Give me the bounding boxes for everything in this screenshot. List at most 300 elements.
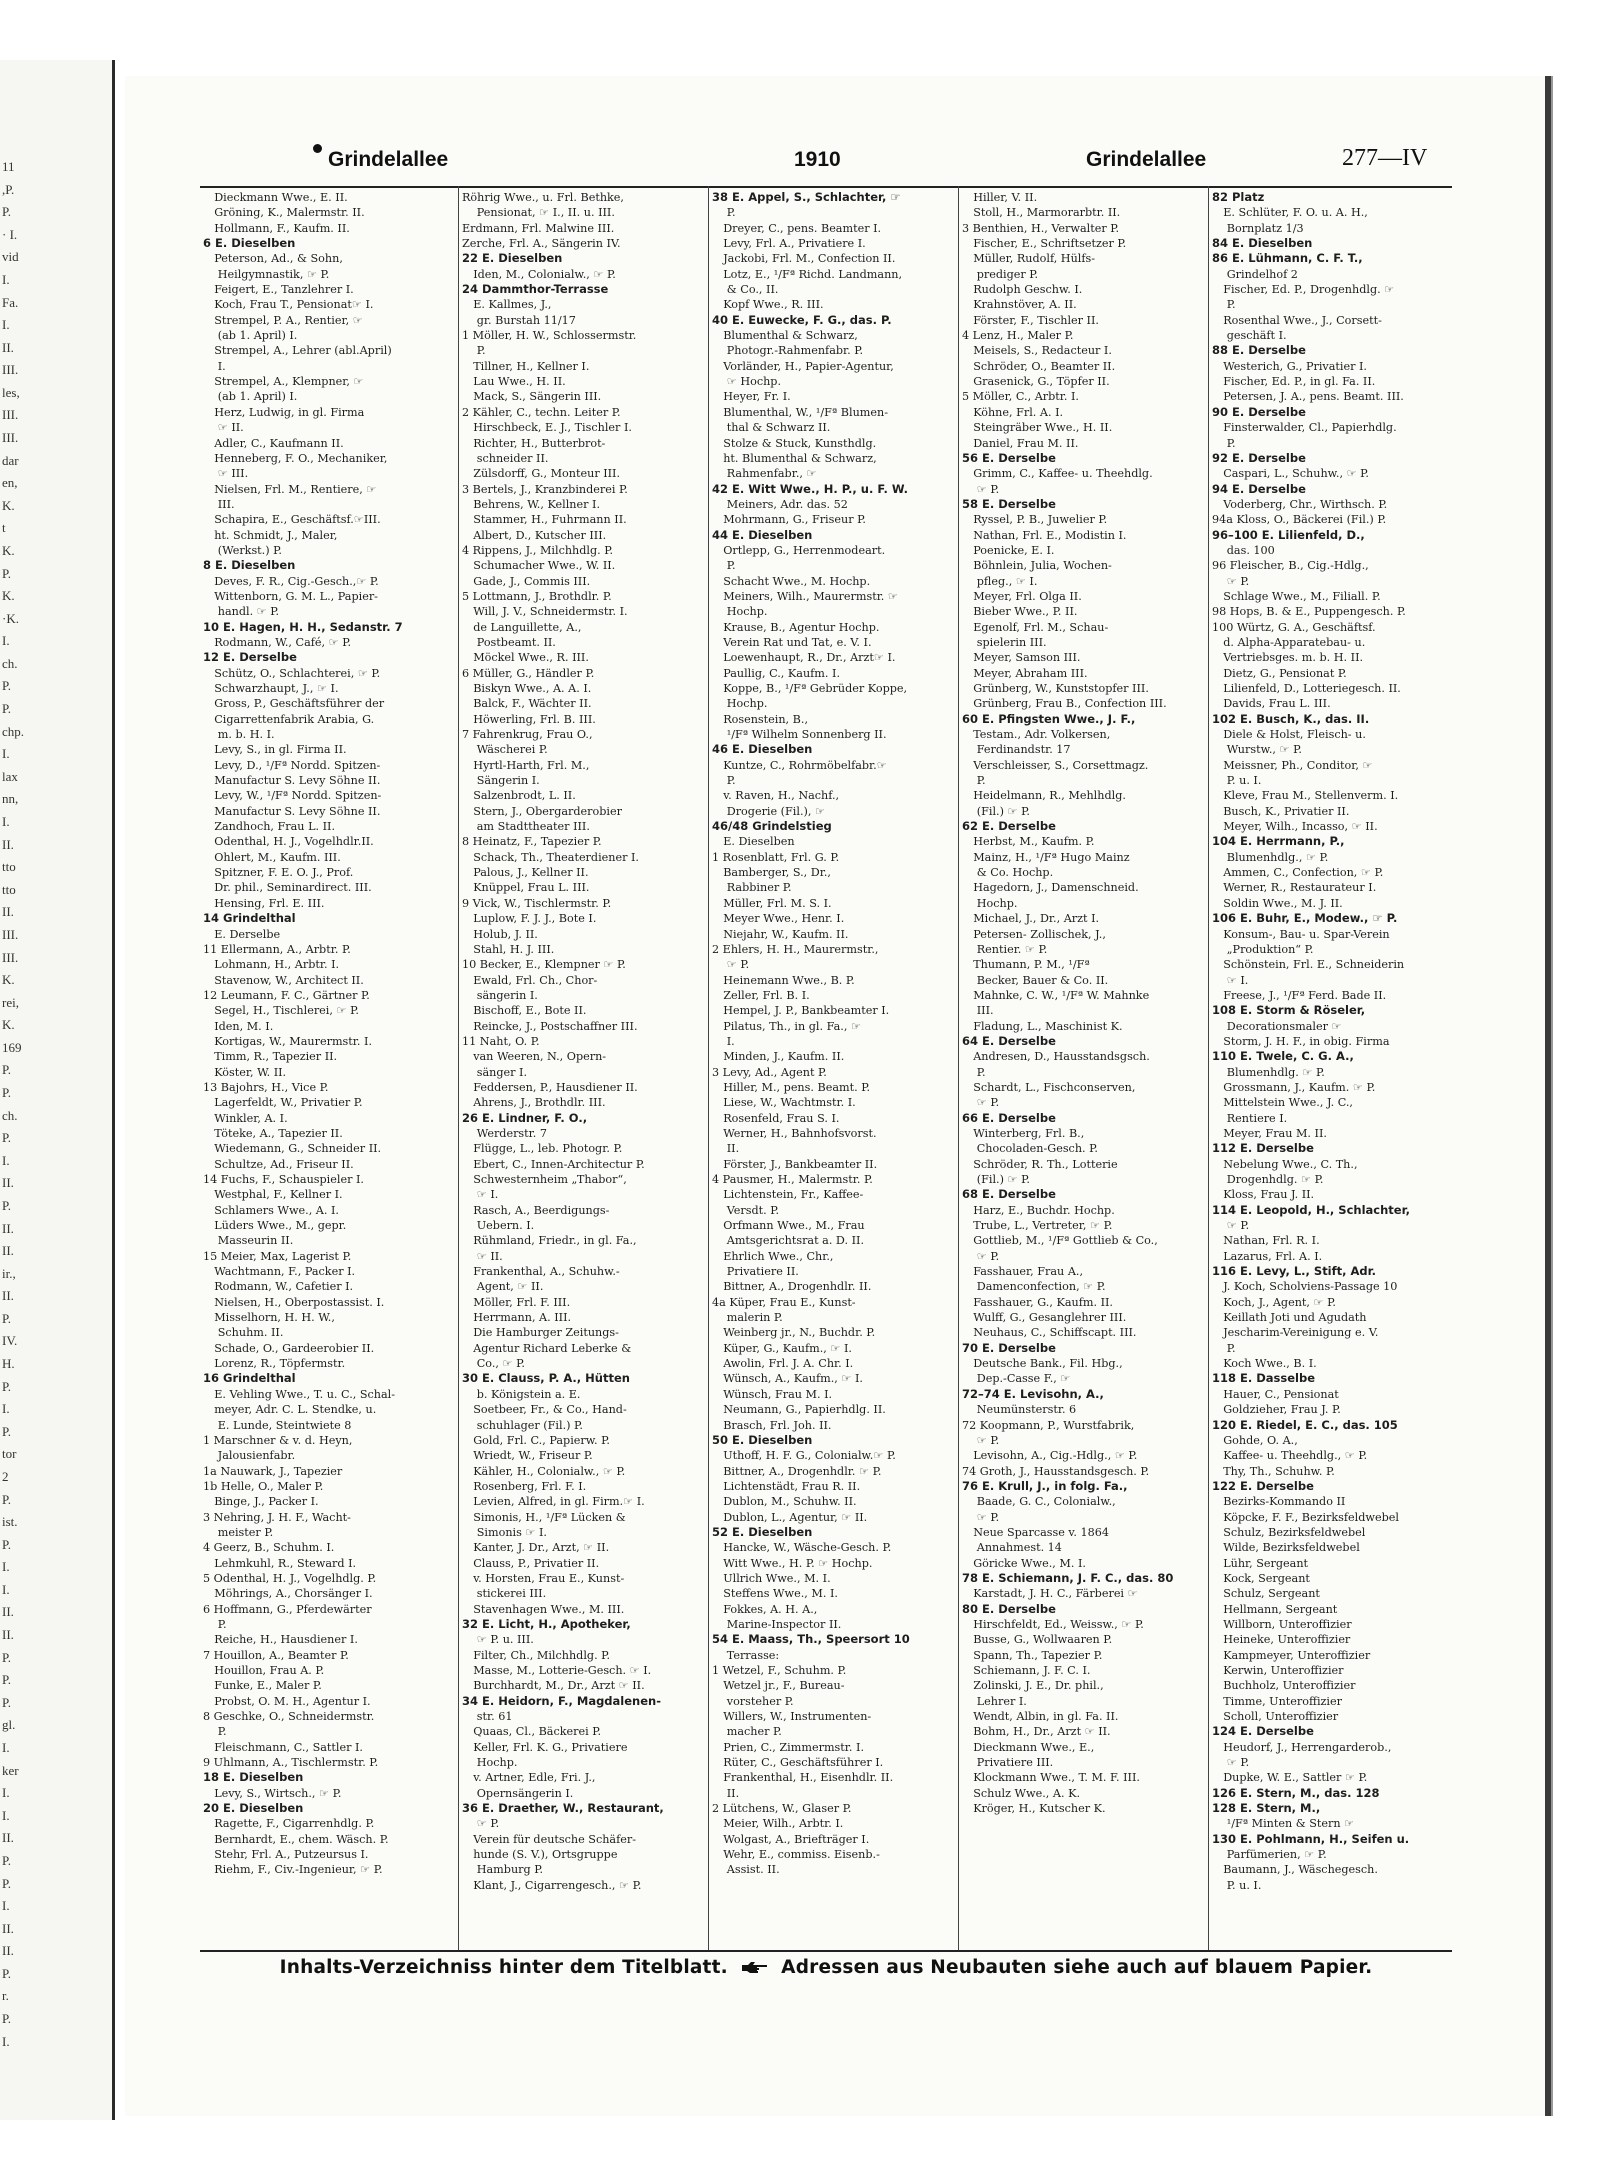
directory-line: Schlamers Wwe., A. I. — [203, 1203, 339, 1217]
footer-rule — [200, 1950, 1452, 1952]
previous-page-fragment: 11 — [2, 159, 15, 174]
directory-line: ☞ P. — [962, 1249, 1000, 1263]
directory-line: Lau Wwe., H. II. — [462, 375, 566, 389]
directory-line: v. Horsten, Frau E., Kunst- — [462, 1571, 625, 1585]
directory-line: Soetbeer, Fr., & Co., Hand- — [462, 1403, 627, 1417]
directory-line: Opernsängerin I. — [462, 1786, 574, 1800]
footer-index-note: Inhalts-Verzeichniss hinter dem Titelblatt. — [279, 1957, 728, 1978]
directory-line: P. — [1212, 436, 1236, 450]
directory-line: Rudolph Geschw. I. — [962, 283, 1083, 297]
directory-line: Krahnstöver, A. II. — [962, 298, 1077, 312]
directory-line: 6 Müller, G., Händler P. — [462, 666, 595, 680]
directory-line: ☞ P. — [1212, 1219, 1250, 1233]
directory-line: P. — [712, 774, 736, 788]
previous-page-fragment: tto — [2, 859, 16, 875]
directory-line: macher P. — [712, 1725, 782, 1739]
directory-line: meyer, Adr. C. L. Stendke, u. — [203, 1403, 377, 1417]
directory-line: Fasshauer, Frau A., — [962, 1265, 1084, 1279]
directory-line: Harz, E., Buchdr. Hochp. — [962, 1203, 1115, 1217]
directory-line: 112 E. Derselbe — [1212, 1141, 1314, 1156]
previous-page-fragment: H. — [2, 1356, 15, 1372]
directory-line: 2 Lütchens, W., Glaser P. — [712, 1802, 852, 1816]
directory-line: Bamberger, S., Dr., — [712, 866, 831, 880]
previous-page-fragment: ch. — [2, 1107, 18, 1123]
previous-page-fragment: P. — [2, 1536, 12, 1552]
directory-line: 10 E. Hagen, H. H., Sedanstr. 7 — [203, 619, 403, 634]
directory-line: pfleg., ☞ I. — [962, 574, 1038, 588]
previous-page-fragment: r. — [2, 1988, 9, 2004]
directory-line: Hellmann, Sergeant — [1212, 1602, 1338, 1616]
directory-line: 7 Houillon, A., Beamter P. — [203, 1648, 349, 1662]
directory-line: Petersen, J. A., pens. Beamt. III. — [1212, 390, 1404, 404]
directory-line: ¹/Fª Minten & Stern ☞ — [1212, 1817, 1355, 1831]
directory-line: Wachtmann, F., Packer I. — [203, 1265, 356, 1279]
directory-line: Westerich, G., Privatier I. — [1212, 359, 1367, 373]
directory-line: Rasch, A., Beerdigungs- — [462, 1203, 610, 1217]
directory-line: Reincke, J., Postschaffner III. — [462, 1019, 638, 1033]
directory-line: Steffens Wwe., M. I. — [712, 1587, 838, 1601]
directory-line: (ab 1. April) I. — [203, 329, 298, 343]
directory-line: Co., ☞ P. — [462, 1357, 525, 1371]
previous-page-fragment: II. — [2, 1175, 14, 1191]
directory-line: 68 E. Derselbe — [962, 1187, 1056, 1202]
directory-line: Kröger, H., Kutscher K. — [962, 1802, 1106, 1816]
directory-line: Knüppel, Frau L. III. — [462, 881, 590, 895]
directory-line: Die Hamburger Zeitungs- — [462, 1326, 619, 1340]
footer-new-buildings-note: Adressen aus Neubauten siehe auch auf blauem Papier. — [781, 1957, 1373, 1978]
directory-line: 58 E. Derselbe — [962, 496, 1056, 511]
directory-line: Lotz, E., ¹/Fª Richd. Landmann, — [712, 267, 903, 281]
directory-line: Wittenborn, G. M. L., Papier- — [203, 589, 378, 603]
directory-line: Lehmkuhl, R., Steward I. — [203, 1556, 357, 1570]
directory-line: 5 Lottmann, J., Brothdlr. P. — [462, 589, 612, 603]
previous-page-fragment: I. — [2, 1740, 10, 1755]
directory-line: Prien, C., Zimmermstr. I. — [712, 1740, 864, 1754]
directory-line: Winkler, A. I. — [203, 1111, 288, 1125]
directory-line: Grünberg, W., Kunststopfer III. — [962, 682, 1149, 695]
directory-line: Testam., Adr. Volkersen, — [962, 728, 1111, 742]
directory-line: Drogerie (Fil.), ☞ — [712, 804, 826, 818]
directory-line: 14 Grindelthal — [203, 911, 296, 926]
directory-line: Hauer, C., Pensionat — [1212, 1387, 1339, 1401]
directory-line: ☞ P. — [1212, 1756, 1250, 1770]
directory-line: Küper, G., Kaufm., ☞ I. — [712, 1341, 852, 1355]
directory-line: 52 E. Dieselben — [712, 1524, 813, 1539]
directory-line: Verein Rat und Tat, e. V. I. — [712, 635, 872, 649]
directory-line: Neumünsterstr. 6 — [962, 1403, 1077, 1417]
column-divider — [708, 186, 709, 1950]
directory-line: Hancke, W., Wäsche-Gesch. P. — [712, 1541, 892, 1555]
directory-line: Stern, J., Obergarderobier — [462, 804, 622, 818]
previous-page-fragment: I. — [2, 1581, 10, 1597]
directory-line: 1a Nauwark, J., Tapezier — [203, 1464, 343, 1478]
previous-page-fragment: P. — [2, 1423, 12, 1439]
directory-line: 78 E. Schiemann, J. F. C., das. 80 — [962, 1570, 1174, 1585]
directory-line: Filter, Ch., Milchhdlg. P. — [462, 1648, 611, 1662]
directory-line: Riehm, F., Civ.-Ingenieur, ☞ P. — [203, 1863, 383, 1877]
directory-line: Höwerling, Frl. B. III. — [462, 712, 596, 726]
directory-line: Köpcke, F. F., Bezirksfeldwebel — [1212, 1510, 1399, 1524]
previous-page-fragment: I. — [2, 271, 10, 287]
directory-line: Hyrtl-Harth, Frl. M., — [462, 758, 590, 772]
directory-line: geschäft I. — [1212, 329, 1287, 343]
previous-page-fragment: ker — [2, 1762, 19, 1778]
directory-line: Willborn, Unteroffizier — [1212, 1617, 1352, 1631]
directory-line: Paullig, C., Kaufm. I. — [712, 666, 840, 680]
directory-line: Drogenhdlg. ☞ P. — [1212, 1173, 1324, 1186]
directory-line: Meyer, Frl. Olga II. — [962, 589, 1082, 603]
previous-page-fragment: K. — [2, 1017, 15, 1033]
directory-line: Ferdinandstr. 17 — [962, 743, 1071, 757]
directory-line: Schiemann, J. F. C. I. — [962, 1664, 1091, 1677]
directory-line: Wurstw., ☞ P. — [1212, 743, 1302, 757]
previous-page-fragment: P. — [2, 1875, 12, 1891]
directory-line: 1b Helle, O., Maler P. — [203, 1479, 324, 1493]
previous-page-fragment: tto — [2, 881, 16, 897]
previous-page-fragment: ·K. — [2, 610, 19, 626]
directory-line: schuhlager (Fil.) P. — [462, 1418, 583, 1432]
directory-line: Spitzner, F. E. O. J., Prof. — [203, 866, 354, 880]
directory-line: 120 E. Riedel, E. C., das. 105 — [1212, 1417, 1398, 1432]
directory-line: Fladung, L., Maschinist K. — [962, 1019, 1123, 1033]
directory-line: 40 E. Euwecke, F. G., das. P. — [712, 312, 892, 327]
directory-line: Vertriebsges. m. b. H. II. — [1212, 651, 1364, 665]
directory-line: ☞ P. — [1212, 574, 1250, 588]
directory-line: 100 Würtz, G. A., Geschäftsf. — [1212, 620, 1376, 634]
directory-line: 46/48 Grindelstieg — [712, 819, 832, 834]
directory-line: 20 E. Dieselben — [203, 1801, 304, 1816]
directory-line: Stavenhagen Wwe., M. III. — [462, 1602, 625, 1616]
directory-line: Mahnke, C. W., ¹/Fª W. Mahnke — [962, 988, 1150, 1002]
directory-line: Ullrich Wwe., M. I. — [712, 1571, 831, 1585]
directory-line: ☞ P. — [712, 958, 750, 972]
directory-line: 11 Naht, O. P. — [462, 1034, 540, 1048]
directory-line: Neuhaus, C., Schiffscapt. III. — [962, 1326, 1137, 1340]
directory-line: Köster, W. II. — [203, 1065, 287, 1079]
directory-line: Amtsgerichtsrat a. D. II. — [712, 1234, 865, 1248]
directory-line: ☞ I. — [1212, 973, 1249, 987]
directory-line: Hagedorn, J., Damenschneid. — [962, 881, 1139, 895]
directory-line: Uebern. I. — [462, 1219, 535, 1233]
directory-line: 11 Ellermann, A., Arbtr. P. — [203, 942, 351, 956]
directory-line: II. — [712, 1786, 740, 1800]
previous-page-fragment: nn, — [2, 791, 19, 807]
previous-page-fragment: P. — [2, 1130, 12, 1146]
directory-line: Fischer, Ed. P., Drogenhdlg. ☞ — [1212, 283, 1395, 297]
directory-line: Schulz, Bezirksfeldwebel — [1212, 1525, 1366, 1539]
directory-line: Kock, Sergeant — [1212, 1571, 1310, 1585]
directory-line: Schröder, O., Beamter II. — [962, 359, 1116, 373]
directory-line: Grasenick, G., Töpfer II. — [962, 375, 1110, 389]
directory-line: 72–74 E. Levisohn, A., — [962, 1386, 1104, 1401]
previous-page-fragment: K. — [2, 972, 15, 988]
previous-page-fragment: gl. — [2, 1717, 16, 1733]
directory-line: Koch, J., Agent, ☞ P. — [1212, 1295, 1336, 1309]
directory-line: Photogr.-Rahmenfabr. P. — [712, 344, 864, 358]
previous-page-fragment: P. — [2, 1649, 12, 1665]
directory-line: Lorenz, R., Töpfermstr. — [203, 1357, 346, 1371]
directory-line: Baumann, J., Wäschegesch. — [1212, 1863, 1378, 1877]
directory-line: Strempel, A., Lehrer (abl.April) — [203, 344, 392, 358]
previous-page-fragment: IV. — [2, 1333, 18, 1349]
directory-line: Wulff, G., Gesanglehrer III. — [962, 1311, 1127, 1325]
previous-page-fragment: II. — [2, 1830, 14, 1846]
directory-line: Hiller, V. II. — [962, 191, 1038, 204]
directory-line: 46 E. Dieselben — [712, 742, 813, 757]
directory-line: Zolinski, J. E., Dr. phil., — [962, 1679, 1104, 1693]
directory-line: Schuhm. II. — [203, 1326, 284, 1340]
directory-line: Töteke, A., Tapezier II. — [203, 1126, 343, 1140]
directory-line: Minden, J., Kaufm. II. — [712, 1050, 845, 1064]
directory-line: Caspari, L., Schuhw., ☞ P. — [1212, 467, 1369, 481]
directory-line: 4 Geerz, B., Schuhm. I. — [203, 1541, 335, 1555]
directory-line: 24 Dammthor-Terrasse — [462, 282, 609, 297]
directory-line: 3 Bertels, J., Kranzbinderei P. — [462, 482, 628, 496]
previous-page-fragment: P. — [2, 204, 12, 220]
directory-line: 30 E. Clauss, P. A., Hütten — [462, 1371, 630, 1386]
column-divider — [958, 186, 959, 1950]
directory-line: Schwesternheim „Thabor“, — [462, 1173, 627, 1186]
directory-line: Dieckmann Wwe., E. II. — [203, 191, 348, 204]
directory-line: Wilde, Bezirksfeldwebel — [1212, 1541, 1360, 1555]
directory-line: 80 E. Derselbe — [962, 1601, 1056, 1616]
directory-line: das. 100 — [1212, 543, 1275, 557]
directory-line: Levien, Alfred, in gl. Firm.☞ I. — [462, 1495, 645, 1509]
directory-line: Kortigas, W., Maurermstr. I. — [203, 1034, 372, 1048]
directory-line: Köhne, Frl. A. I. — [962, 405, 1064, 419]
directory-line: Mainz, H., ¹/Fª Hugo Mainz — [962, 850, 1130, 864]
directory-line: „Produktion“ P. — [1212, 942, 1314, 956]
directory-line: & Co. Hochp. — [962, 866, 1054, 880]
previous-page-fragment: III. — [2, 926, 19, 942]
directory-line: Rentiere I. — [1212, 1111, 1288, 1125]
previous-page-fragment: I. — [2, 1401, 10, 1417]
previous-page-fragment: I. — [2, 746, 10, 762]
previous-page-fragment: Fa. — [2, 294, 19, 310]
directory-line: 3 Levy, Ad., Agent P. — [712, 1065, 827, 1079]
directory-line: Meyer, Samson III. — [962, 651, 1081, 665]
previous-page-fragment: P. — [2, 1491, 12, 1507]
directory-line: 22 E. Dieselben — [462, 251, 563, 266]
directory-line: Lüders Wwe., M., gepr. — [203, 1219, 347, 1233]
directory-line: ☞ Hochp. — [712, 375, 782, 389]
directory-line: Vorländer, H., Papier-Agentur, — [712, 359, 894, 373]
directory-line: Spann, Th., Tapezier P. — [962, 1648, 1103, 1662]
previous-page-fragment: P. — [2, 1085, 12, 1100]
directory-line: Levy, S., in gl. Firma II. — [203, 743, 347, 757]
directory-line: Dreyer, C., pens. Beamter I. — [712, 221, 882, 235]
directory-line: 60 E. Pfingsten Wwe., J. F., — [962, 711, 1136, 726]
directory-line: 110 E. Twele, C. G. A., — [1212, 1049, 1354, 1064]
directory-line: ☞ P. — [962, 1510, 1000, 1524]
directory-line: 128 E. Stern, M., — [1212, 1801, 1321, 1816]
directory-line: Gröning, K., Malermstr. II. — [203, 206, 365, 220]
directory-line: Keller, Frl. K. G., Privatiere — [462, 1740, 628, 1754]
directory-line: 70 E. Derselbe — [962, 1340, 1056, 1355]
directory-line: Ebert, C., Innen-Architectur P. — [462, 1157, 645, 1171]
directory-line: Levisohn, A., Cig.-Hdlg., ☞ P. — [962, 1449, 1138, 1463]
directory-line: Salzenbrodt, L. II. — [462, 789, 576, 803]
previous-page-fragment: II. — [2, 1220, 14, 1236]
directory-line: Meyer, Abraham III. — [962, 666, 1088, 680]
directory-line: Meisels, S., Redacteur I. — [962, 344, 1112, 358]
directory-line: Finsterwalder, Cl., Papierhdlg. — [1212, 421, 1397, 435]
directory-line: Kampmeyer, Unteroffizier — [1212, 1648, 1371, 1662]
directory-line: Grünberg, Frau B., Confection III. — [962, 697, 1167, 711]
previous-page-fragment: ir., — [2, 1265, 16, 1281]
directory-line: P. — [1212, 298, 1236, 312]
directory-line: 3 Nehring, J. H. F., Wacht- — [203, 1510, 351, 1524]
directory-line: Ahrens, J., Brothdlr. III. — [462, 1096, 606, 1110]
directory-line: Busch, K., Privatier II. — [1212, 804, 1350, 818]
directory-line: Schönstein, Frl. E., Schneiderin — [1212, 958, 1405, 972]
directory-line: Privatiere II. — [712, 1265, 799, 1279]
directory-line: Palous, J., Kellner II. — [462, 866, 589, 880]
directory-line: Böhnlein, Julia, Wochen- — [962, 559, 1112, 573]
previous-page-fragment: ,P. — [2, 181, 15, 197]
directory-line: Binge, J., Packer I. — [203, 1495, 319, 1509]
directory-line: Versdt. P. — [712, 1203, 780, 1217]
directory-line: 26 E. Lindner, F. O., — [462, 1110, 588, 1125]
directory-line: Busse, G., Wollwaaren P. — [962, 1633, 1113, 1647]
directory-line: Jalousienfabr. — [203, 1449, 296, 1463]
previous-page-fragment: I. — [2, 1559, 10, 1575]
directory-line: Tillner, H., Kellner I. — [462, 359, 590, 373]
directory-line: ☞ II. — [462, 1249, 503, 1263]
directory-line: Will, J. V., Schneidermstr. I. — [462, 605, 628, 619]
directory-line: Funke, E., Maler P. — [203, 1679, 322, 1693]
directory-line: Wünsch, A., Kaufm., ☞ I. — [712, 1372, 863, 1386]
directory-line: 72 Koopmann, P., Wurstfabrik, — [962, 1418, 1135, 1432]
directory-line: 1 Rosenblatt, Frl. G. P. — [712, 850, 840, 864]
directory-line: 102 E. Busch, K., das. II. — [1212, 711, 1370, 726]
directory-line: Daniel, Frau M. II. — [962, 436, 1079, 450]
directory-line: Sängerin I. — [462, 774, 540, 788]
directory-line: Pilatus, Th., in gl. Fa., ☞ — [712, 1019, 861, 1033]
directory-line: 104 E. Herrmann, P., — [1212, 834, 1345, 849]
directory-line: Schulz Wwe., A. K. — [962, 1786, 1081, 1800]
previous-page-fragment: I. — [2, 1152, 10, 1168]
directory-line: Rodmann, W., Café, ☞ P. — [203, 635, 352, 649]
directory-line: Rühmland, Friedr., in gl. Fa., — [462, 1234, 637, 1248]
directory-line: Nebelung Wwe., C. Th., — [1212, 1157, 1358, 1171]
directory-line: Grindelhof 2 — [1212, 267, 1298, 281]
directory-line: Damenconfection, ☞ P. — [962, 1280, 1106, 1294]
directory-line: Heyer, Fr. I. — [712, 390, 791, 404]
directory-line: Keillath Joti und Agudath — [1212, 1311, 1367, 1325]
directory-line: Orfmann Wwe., M., Frau — [712, 1219, 865, 1233]
directory-line: Wolgast, A., Briefträger I. — [712, 1832, 870, 1846]
directory-line: Iden, M. I. — [203, 1019, 274, 1033]
directory-line: Witt Wwe., H. P. ☞ Hochp. — [712, 1556, 873, 1570]
directory-line: spielerin III. — [962, 635, 1047, 649]
directory-line: v. Artner, Edle, Fri. J., — [462, 1771, 596, 1785]
directory-column-3 — [712, 190, 955, 1946]
directory-line: 38 E. Appel, S., Schlachter, ☞ — [712, 190, 901, 204]
directory-line: Petersen- Zollischek, J., — [962, 927, 1106, 941]
directory-line: Kleve, Frau M., Stellenverm. I. — [1212, 789, 1399, 803]
directory-line: Uthoff, H. F. G., Colonialw.☞ P. — [712, 1449, 896, 1463]
directory-line: thal & Schwarz II. — [712, 421, 831, 435]
directory-line: 130 E. Pohlmann, H., Seifen u. — [1212, 1831, 1410, 1846]
directory-line: Krause, B., Agentur Hochp. — [712, 620, 880, 634]
directory-line: II. — [712, 1142, 740, 1156]
directory-line: Schade, O., Gardeerobier II. — [203, 1341, 375, 1355]
previous-page-fragment: III. — [2, 949, 19, 965]
directory-line: Ryssel, P. B., Juwelier P. — [962, 513, 1108, 527]
directory-line: (ab 1. April) I. — [203, 390, 298, 404]
directory-line: Strempel, P. A., Rentier, ☞ — [203, 313, 363, 327]
directory-line: Nielsen, H., Oberpostassist. I. — [203, 1295, 385, 1309]
directory-line: 86 E. Lühmann, C. F. T., — [1212, 251, 1363, 266]
directory-line: Egenolf, Frl. M., Schau- — [962, 620, 1109, 634]
directory-line: Thy, Th., Schuhw. P. — [1212, 1464, 1335, 1478]
directory-line: Trube, L., Vertreter, ☞ P. — [962, 1219, 1113, 1233]
directory-line: Schulz, Sergeant — [1212, 1587, 1320, 1601]
directory-line: b. Königstein a. E. — [462, 1387, 581, 1401]
directory-line: Herz, Ludwig, in gl. Firma — [203, 405, 365, 419]
previous-page-fragment: P. — [2, 1852, 12, 1868]
directory-line: Masseurin II. — [203, 1234, 294, 1248]
directory-line: Zandhoch, Frau L. II. — [203, 820, 335, 834]
directory-line: Heudorf, J., Herrengarderob., — [1212, 1740, 1392, 1754]
directory-line: ☞ P. — [962, 482, 1000, 496]
directory-line: Frankenthal, H., Eisenhdlr. II. — [712, 1771, 894, 1785]
directory-line: Schröder, R. Th., Lotterie — [962, 1157, 1118, 1171]
directory-line: Heidelmann, R., Mehlhdlg. — [962, 789, 1126, 803]
directory-line: Konsum-, Bau- u. Spar-Verein — [1212, 927, 1390, 941]
previous-page-fragment: III. — [2, 430, 19, 446]
directory-line: Rentier. ☞ P. — [962, 942, 1048, 956]
directory-line: P. u. I. — [1212, 1878, 1262, 1892]
directory-line: Hollmann, F., Kaufm. II. — [203, 221, 350, 235]
directory-line: Ragette, F., Cigarrenhdlg. P. — [203, 1817, 375, 1831]
directory-line: Wriedt, W., Friseur P. — [462, 1449, 593, 1463]
previous-page-fragment: II. — [2, 1243, 14, 1259]
directory-line: 6 Hoffmann, G., Pferdewärter — [203, 1602, 372, 1616]
directory-line: Loewenhaupt, R., Dr., Arzt☞ I. — [712, 651, 896, 665]
directory-line: de Languillette, A., — [462, 620, 582, 634]
directory-line: Segel, H., Tischlerei, ☞ P. — [203, 1004, 359, 1018]
directory-line: Förster, J., Bankbeamter II. — [712, 1157, 878, 1171]
directory-line: Nathan, Frl. R. I. — [1212, 1234, 1320, 1248]
directory-line: Dupke, W. E., Sattler ☞ P. — [1212, 1771, 1368, 1785]
previous-page-fragment: tor — [2, 1446, 17, 1462]
directory-line: Neumann, G., Papierhdlg. II. — [712, 1403, 886, 1417]
directory-line: Schlage Wwe., M., Filiall. P. — [1212, 589, 1381, 603]
previous-page-fragment: P. — [2, 1197, 12, 1213]
directory-column-4 — [962, 190, 1205, 1946]
directory-line: Gade, J., Commis III. — [462, 574, 591, 588]
directory-line: 94a Kloss, O., Bäckerei (Fil.) P. — [1212, 513, 1387, 527]
previous-page-fragment: I. — [2, 2033, 10, 2049]
directory-line: Andresen, D., Hausstandsgsch. — [962, 1050, 1150, 1064]
directory-line: 10 Becker, E., Klempner ☞ P. — [462, 958, 626, 972]
directory-line: 7 Fahrenkrug, Frau O., — [462, 728, 593, 742]
directory-line: 12 E. Derselbe — [203, 650, 297, 665]
directory-line: Röhrig Wwe., u. Frl. Bethke, — [462, 191, 624, 204]
previous-page-fragment: lax — [2, 768, 18, 784]
directory-line: E. Schlüter, F. O. u. A. H., — [1212, 206, 1368, 220]
directory-line: Reiche, H., Hausdiener I. — [203, 1633, 358, 1647]
directory-line: Balck, F., Wächter II. — [462, 697, 592, 711]
directory-line: Flügge, L., leb. Photogr. P. — [462, 1142, 623, 1156]
directory-line: Blumenhdlg., ☞ P. — [1212, 850, 1329, 864]
previous-page-fragment: vid — [2, 249, 19, 265]
directory-line: Clauss, P., Privatier II. — [462, 1556, 600, 1570]
directory-line: Meier, Wilh., Arbtr. I. — [712, 1817, 844, 1831]
directory-line: Nielsen, Frl. M., Rentiere, ☞ — [203, 482, 377, 496]
